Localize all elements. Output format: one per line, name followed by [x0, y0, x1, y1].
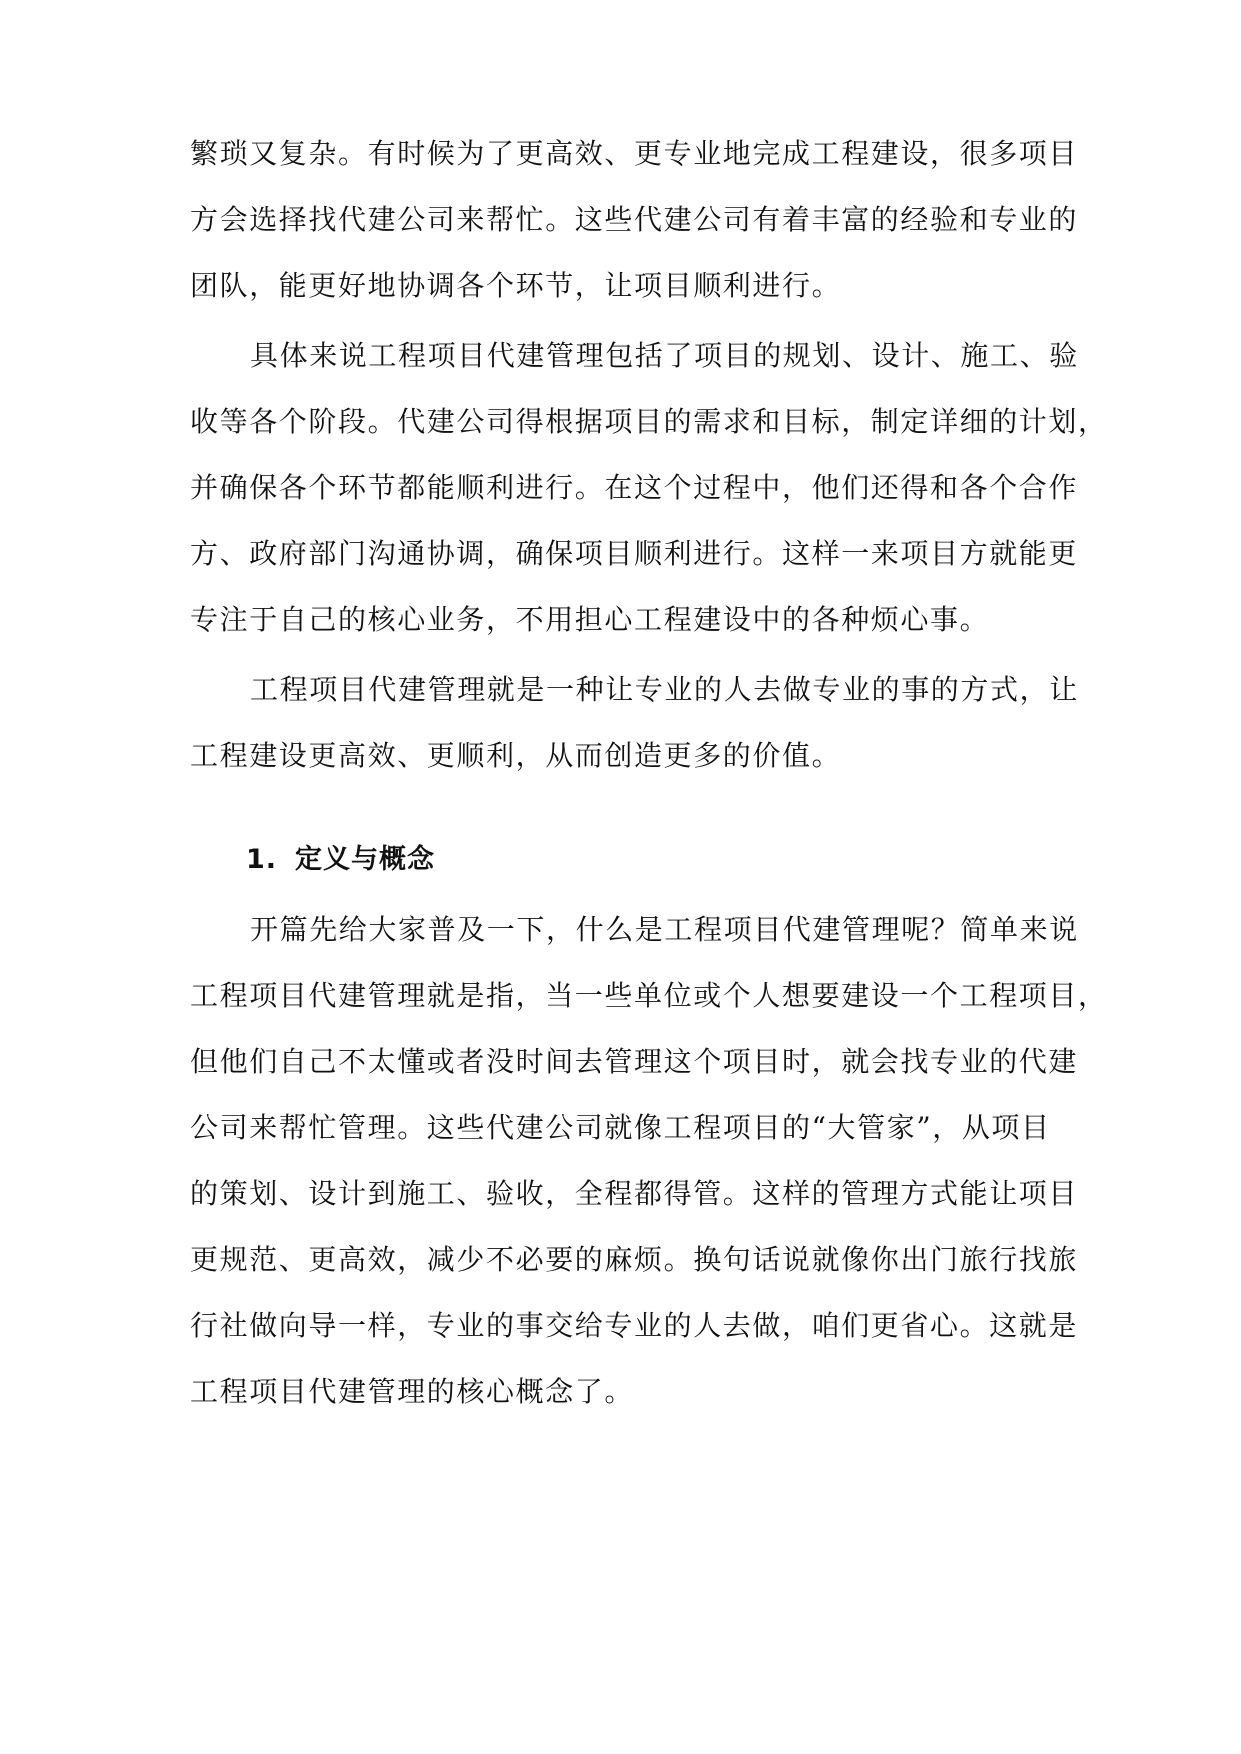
paragraph-4-line-8: 工程项目代建管理的核心概念了。 [190, 1375, 635, 1408]
paragraph-2-line-3: 并确保各个环节都能顺利进行。在这个过程中，他们还得和各个合作 [190, 471, 1079, 504]
paragraph-3-line-2: 工程建设更高效、更顺利，从而创造更多的价值。 [190, 739, 842, 772]
paragraph-4-line-7: 行社做向导一样，专业的事交给专业的人去做，咱们更省心。这就是 [190, 1309, 1079, 1342]
paragraph-4-line-4: 公司来帮忙管理。这些代建公司就像工程项目的“大管家”，从项目 [190, 1111, 1051, 1144]
paragraph-2-line-1: 具体来说工程项目代建管理包括了项目的规划、设计、施工、验 [250, 339, 1079, 372]
paragraph-4-line-3: 但他们自己不太懂或者没时间去管理这个项目时，就会找专业的代建 [190, 1045, 1079, 1078]
paragraph-1-line-1: 繁琐又复杂。有时候为了更高效、更专业地完成工程建设，很多项目 [190, 137, 1079, 170]
section-heading [246, 838, 435, 882]
paragraph-2-line-4: 方、政府部门沟通协调，确保项目顺利进行。这样一来项目方就能更 [190, 537, 1079, 570]
section-heading-number: 1. [246, 844, 278, 875]
paragraph-4-line-6: 更规范、更高效，减少不必要的麻烦。换句话说就像你出门旅行找旅 [190, 1243, 1079, 1276]
paragraph-4-line-5: 的策划、设计到施工、验收，全程都得管。这样的管理方式能让项目 [190, 1177, 1079, 1210]
paragraph-4-line-1: 开篇先给大家普及一下，什么是工程项目代建管理呢？简单来说 [250, 913, 1079, 946]
paragraph-1-line-2: 方会选择找代建公司来帮忙。这些代建公司有着丰富的经验和专业的 [190, 203, 1079, 236]
paragraph-3-line-1: 工程项目代建管理就是一种让专业的人去做专业的事的方式，让 [250, 673, 1079, 706]
paragraph-2-line-2: 收等各个阶段。代建公司得根据项目的需求和目标，制定详细的计划， [190, 405, 1108, 438]
paragraph-4-line-2: 工程项目代建管理就是指，当一些单位或个人想要建设一个工程项目， [190, 979, 1108, 1012]
paragraph-2-line-5: 专注于自己的核心业务，不用担心工程建设中的各种烦心事。 [190, 603, 990, 636]
paragraph-1-line-3: 团队，能更好地协调各个环节，让项目顺利进行。 [190, 269, 842, 302]
section-heading-title: 定义与概念 [295, 844, 436, 875]
